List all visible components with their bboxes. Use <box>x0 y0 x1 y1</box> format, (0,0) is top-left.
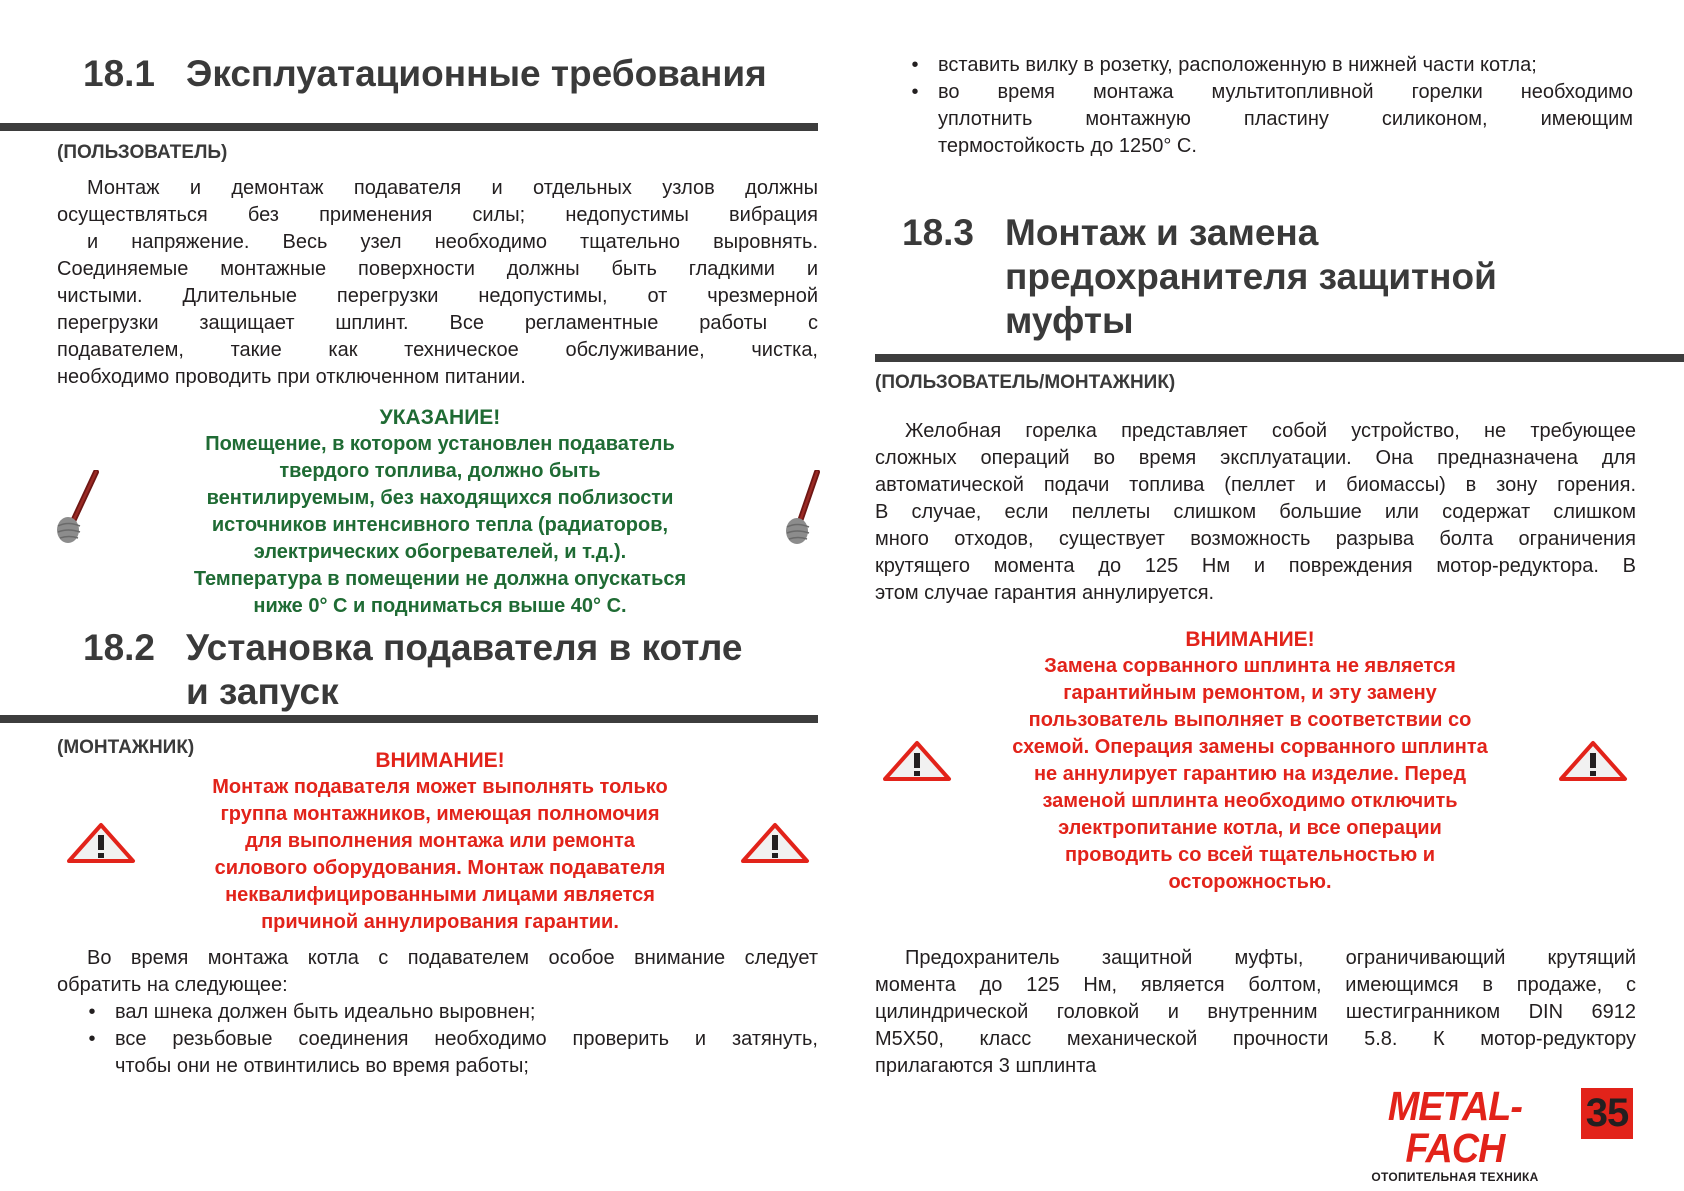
text-line: необходимо проводить при отключенном питании. <box>57 366 526 388</box>
section-divider <box>875 354 1684 362</box>
installation-warning <box>140 747 740 936</box>
section-number: 18.3 <box>902 212 975 253</box>
text-line: Монтаж и демонтаж подавателя и отдельных узлов должны <box>87 177 818 199</box>
section-title-line: Установка подавателя в котле <box>186 627 743 668</box>
section-number: 18.1 <box>83 53 156 94</box>
section-title-line: и запуск <box>186 671 339 712</box>
text-line: Желобная горелка представляет собой устройство, не требующее <box>905 420 1636 442</box>
text-line: момента до 125 Нм, является болтом, имеющимся в продаже, с <box>875 974 1636 996</box>
text-line: M5X50, класс механической прочности 5.8. К мотор-редуктору <box>875 1028 1636 1050</box>
warning-triangle-icon <box>1558 740 1628 782</box>
text-line: В случае, если пеллеты слишком большие или содержат слишком <box>875 501 1636 523</box>
list-item-text: чтобы они не отвинтились во время работы; <box>115 1055 529 1077</box>
list-item-text: уплотнить монтажную пластину силиконом, имеющим <box>938 108 1633 130</box>
text-line: осуществляться без применения силы; недопустимы вибрация <box>57 204 818 226</box>
section-number: 18.2 <box>83 627 156 668</box>
text-line: сложных операций во время эксплуатации. Она предназначена для <box>875 447 1636 469</box>
text-line: и напряжение. Весь узел необходимо тщательно выровнять. <box>87 231 818 253</box>
text-line: автоматической подачи топлива (пеллет и биомассы) в зону горения. <box>875 474 1636 496</box>
logo-wordmark: METAL-FACH <box>1387 1083 1523 1171</box>
text-line: перегрузки защищает шплинт. Все регламентные работы с <box>57 312 818 334</box>
warning-line: для выполнения монтажа или ремонта <box>245 830 635 852</box>
warning-line: пользователь выполняет в соответствии со <box>1028 709 1472 731</box>
text-line: прилагаются 3 шплинта <box>875 1055 1097 1077</box>
text-line: много отходов, существует возможность разрыва болта ограничения <box>875 528 1636 550</box>
warning-line: схемой. Операция замены сорванного шплинта <box>1012 736 1488 758</box>
pointing-hand-icon <box>52 470 102 555</box>
list-item-text: вал шнека должен быть идеально выровнен; <box>115 1001 536 1023</box>
text-line: цилиндрической головкой и внутренним шестигранником DIN 6912 <box>875 1001 1636 1023</box>
instruction-note <box>120 404 760 620</box>
warning-line: электропитание котла, и все операции <box>1058 817 1442 839</box>
section-title-line: муфты <box>1005 300 1134 341</box>
page-number: 35 <box>1581 1088 1633 1139</box>
pointing-hand-icon <box>777 470 827 555</box>
warning-line: группа монтажников, имеющая полномочия <box>220 803 660 825</box>
note-line: ниже 0° С и подниматься выше 40° С. <box>253 595 627 617</box>
warning-line: неквалифицированными лицами является <box>225 884 655 906</box>
warning-title: ВНИМАНИЕ! <box>375 749 505 772</box>
text-line: Во время монтажа котла с подавателем особое внимание следует <box>87 947 818 969</box>
warning-line: не аннулирует гарантию на изделие. Перед <box>1033 763 1467 785</box>
section-divider <box>0 123 818 131</box>
clutch-fuse-paragraph <box>875 945 1636 1080</box>
section-18-3-heading <box>902 211 1497 343</box>
logo-tagline: ОТОПИТЕЛЬНАЯ ТЕХНИКА <box>1371 1170 1539 1184</box>
warning-triangle-icon <box>66 822 136 864</box>
text-line: обратить на следующее: <box>57 974 288 996</box>
section-18-1-heading <box>83 52 767 96</box>
section-title: Эксплуатационные требования <box>186 53 767 94</box>
warning-line: гарантийным ремонтом, и эту замену <box>1063 682 1437 704</box>
text-line: этом случае гарантия аннулируется. <box>875 582 1215 604</box>
warning-line: силового оборудования. Монтаж подавателя <box>214 857 666 879</box>
section-title-line: Монтаж и замена <box>1005 212 1319 253</box>
note-line: Температура в помещении не должна опускаться <box>193 568 687 590</box>
list-item: • вал шнека должен быть идеально выровнен; <box>82 999 818 1026</box>
section-divider <box>0 715 818 723</box>
list-item-text: термостойкость до 1250° С. <box>938 135 1197 157</box>
note-line: вентилируемым, без находящихся поблизости <box>206 487 674 509</box>
pin-replacement-warning <box>950 626 1550 896</box>
note-line: твердого топлива, должно быть <box>279 460 601 482</box>
warning-line: заменой шплинта необходимо отключить <box>1042 790 1458 812</box>
installation-checklist <box>82 999 818 1080</box>
note-line: источников интенсивного тепла (радиаторов, <box>211 514 669 536</box>
text-line: Предохранитель защитной муфты, ограничивающий крутящий <box>905 947 1636 969</box>
warning-line: Монтаж подавателя может выполнять только <box>212 776 668 798</box>
section-title-line: предохранителя защитной <box>1005 256 1497 297</box>
role-label: (ПОЛЬЗОВАТЕЛЬ/МОНТАЖНИК) <box>875 372 1176 393</box>
operation-requirements-paragraph <box>57 175 818 391</box>
installation-intro-paragraph <box>57 945 818 999</box>
note-line: Помещение, в котором установлен подаватель <box>205 433 675 455</box>
warning-line: проводить со всей тщательностью и <box>1064 844 1436 866</box>
role-label: (МОНТАЖНИК) <box>57 737 195 758</box>
list-item-text: все резьбовые соединения необходимо проверить и затянуть, <box>115 1028 818 1050</box>
note-line: электрических обогревателей, и т.д.). <box>253 541 627 563</box>
warning-title: ВНИМАНИЕ! <box>1185 628 1315 651</box>
text-line: Соединяемые монтажные поверхности должны быть гладкими и <box>57 258 818 280</box>
warning-line: причиной аннулирования гарантии. <box>261 911 619 933</box>
text-line: подавателем, такие как техническое обслуживание, чистка, <box>57 339 818 361</box>
warning-line: осторожностью. <box>1168 871 1332 893</box>
list-item: • все резьбовые соединения необходимо проверить и затянуть, чтобы они не отвинтились во время работы; <box>82 1026 818 1080</box>
burner-description-paragraph <box>875 418 1636 607</box>
text-line: чистыми. Длительные перегрузки недопустимы, от чрезмерной <box>57 285 818 307</box>
warning-triangle-icon <box>882 740 952 782</box>
list-item-text: вставить вилку в розетку, расположенную в нижней части котла; <box>938 54 1537 76</box>
list-item: • вставить вилку в розетку, расположенную в нижней части котла; <box>905 52 1633 79</box>
installation-checklist-continued <box>905 52 1633 160</box>
warning-line: Замена сорванного шплинта не является <box>1044 655 1456 677</box>
brand-logo <box>1355 1085 1555 1185</box>
list-item: • во время монтажа мультитопливной горелки необходимо уплотнить монтажную пластину силиконом, имеющим термостойкость до 1250° С. <box>905 79 1633 160</box>
section-18-2-heading <box>83 626 742 714</box>
note-title: УКАЗАНИЕ! <box>379 406 501 429</box>
text-line: крутящего момента до 125 Нм и повреждения мотор-редуктора. В <box>875 555 1636 577</box>
warning-triangle-icon <box>740 822 810 864</box>
role-label: (ПОЛЬЗОВАТЕЛЬ) <box>57 142 228 163</box>
list-item-text: во время монтажа мультитопливной горелки необходимо <box>938 81 1633 103</box>
